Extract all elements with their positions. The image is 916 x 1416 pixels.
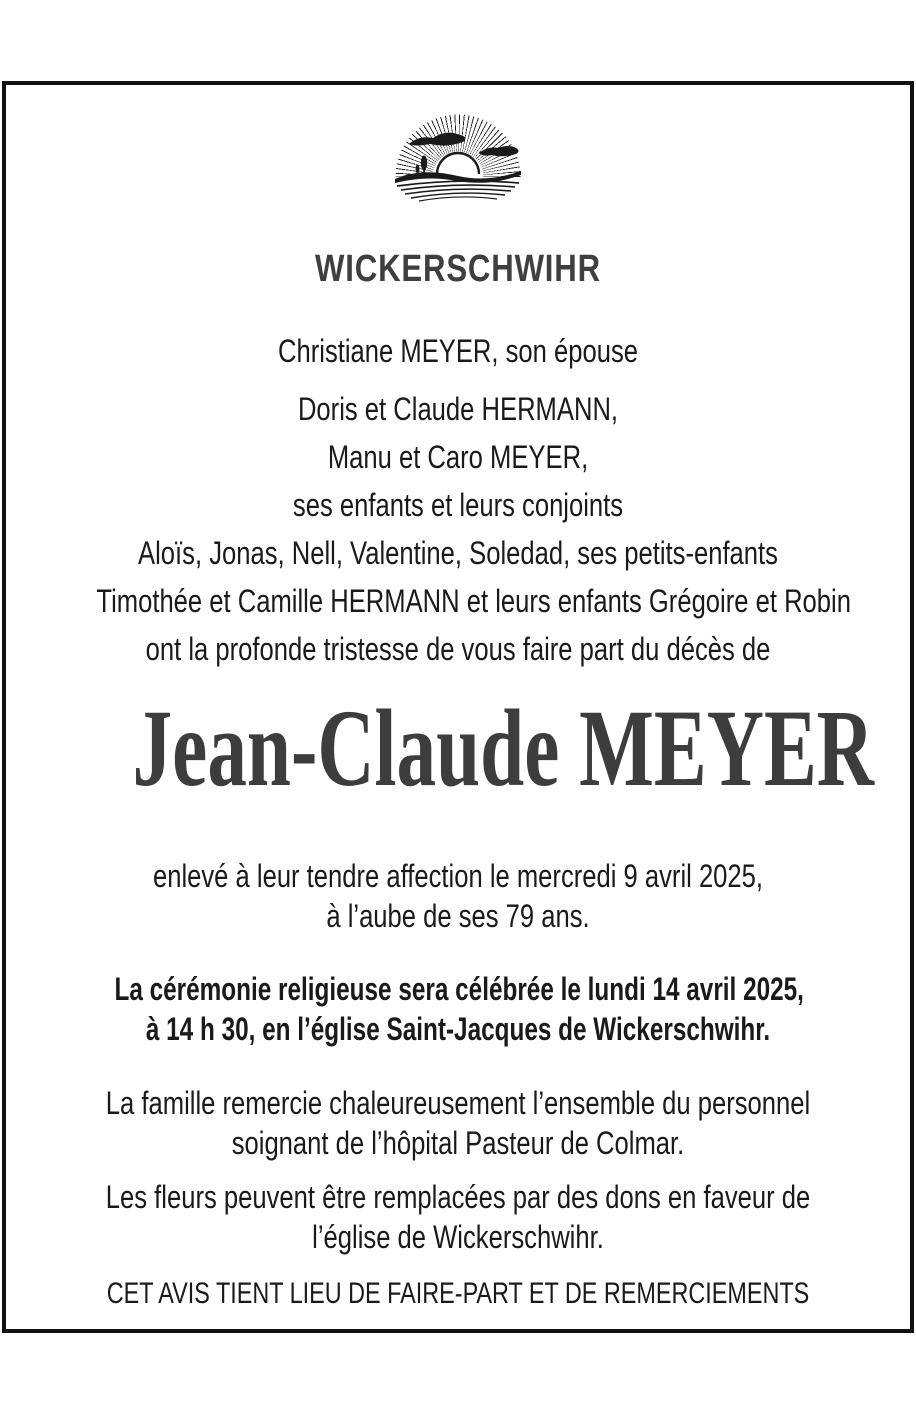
notice-frame bbox=[2, 81, 914, 1333]
thanks-line-1: La famille remercie chaleureusement l’ensemble du personnel bbox=[105, 1085, 811, 1121]
family-list bbox=[6, 327, 910, 673]
thanks-line-2: soignant de l’hôpital Pasteur de Colmar. bbox=[231, 1125, 685, 1161]
landscape-engraving-icon bbox=[383, 111, 533, 203]
ceremony-paragraph bbox=[6, 969, 910, 1049]
family-line-extended: Timothée et Camille HERMANN et leurs enfants Grégoire et Robin bbox=[96, 583, 851, 619]
ceremony-line-1: La cérémonie religieuse sera célébrée le lundi 14 avril 2025, bbox=[114, 971, 804, 1007]
family-line-children-1: Doris et Claude HERMANN, bbox=[297, 391, 619, 427]
flowers-paragraph bbox=[6, 1177, 910, 1257]
deceased-name: Jean-Claude MEYER bbox=[132, 687, 874, 809]
closing-statement: CET AVIS TIENT LIEU DE FAIRE-PART ET DE REMERCIEMENTS bbox=[106, 1277, 810, 1310]
flowers-line-1: Les fleurs peuvent être remplacées par des dons en faveur de bbox=[105, 1179, 811, 1215]
ceremony-line-2: à 14 h 30, en l’église Saint-Jacques de Wickerschwihr. bbox=[145, 1011, 771, 1047]
death-paragraph bbox=[6, 856, 910, 936]
death-line-1: enlevé à leur tendre affection le mercredi 9 avril 2025, bbox=[152, 858, 763, 894]
announcement-line: ont la profonde tristesse de vous faire part du décès de bbox=[145, 631, 771, 667]
family-line-grandchildren: Aloïs, Jonas, Nell, Valentine, Soledad, ses petits-enfants bbox=[138, 535, 778, 571]
family-line-spouse: Christiane MEYER, son épouse bbox=[278, 333, 638, 369]
thanks-paragraph bbox=[6, 1083, 910, 1163]
sunrise-over-fields-icon bbox=[383, 111, 533, 203]
family-line-children-2: Manu et Caro MEYER, bbox=[327, 439, 589, 475]
family-line-children-label: ses enfants et leurs conjoints bbox=[292, 487, 624, 523]
flowers-line-2: l’église de Wickerschwihr. bbox=[312, 1219, 604, 1255]
death-line-2: à l’aube de ses 79 ans. bbox=[326, 898, 590, 934]
town-name: WICKERSCHWIHR bbox=[315, 248, 601, 290]
